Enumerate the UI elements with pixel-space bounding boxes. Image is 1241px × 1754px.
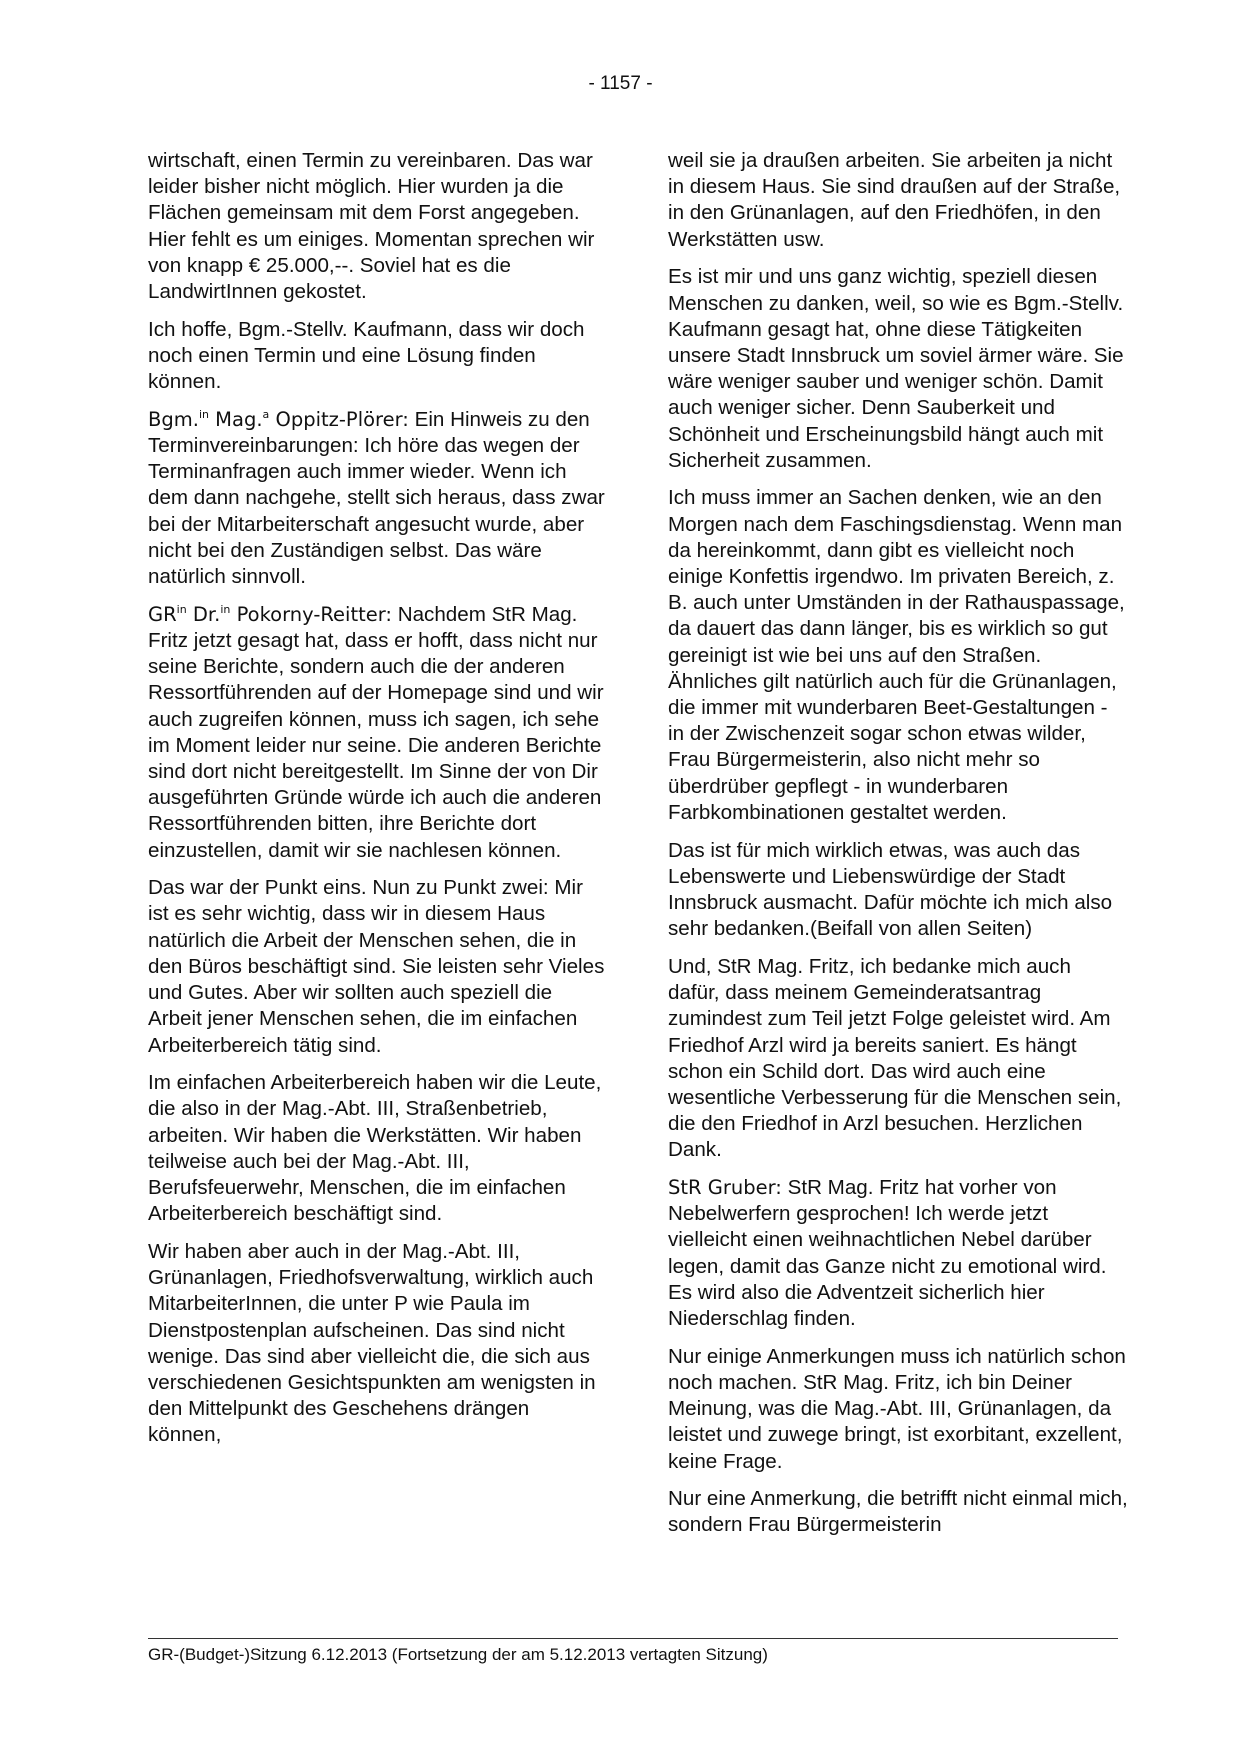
paragraph: Das war der Punkt eins. Nun zu Punkt zwei: Mir ist es sehr wichtig, dass wir in diesem Haus natürlich die Arbeit der Menschen sehen, die in den Büros beschäftigt sind. Sie leisten sehr Vieles und Gutes. Aber wir sollten auch speziell die Arbeit jener Menschen sehen, die im einfachen Arbeiterbereich tätig sind.	[148, 876, 605, 1057]
paragraph: Nur einige Anmerkungen muss ich natürlich schon noch machen. StR Mag. Fritz, ich bin Deiner Meinung, was die Mag.-Abt. III, Grünanlagen, da leistet und zuwege bringt, ist exorbitant, exzellent, keine Frage.	[668, 1344, 1126, 1473]
left-column	[148, 148, 608, 1460]
paragraph: Es ist mir und uns ganz wichtig, speziell diesen Menschen zu danken, weil, so wie es Bgm.-Stellv. Kaufmann gesagt hat, ohne diese Tätigkeiten unsere Stadt Innsbruck um soviel ärmer wäre. Sie wäre weniger sauber und weniger schön. Damit auch weniger sicher. Denn Sauberkeit und Schönheit und Erscheinungsbild hängt auch mit Sicherheit zusammen.	[668, 265, 1124, 472]
speech-paragraph	[148, 407, 608, 590]
speaker-name: Bgm.$^{in}$ Mag.$^a$ Oppitz-Plörer:	[148, 407, 409, 431]
speech-text: StR Mag. Fritz hat vorher von Nebelwerfern gesprochen! Ich werde jetzt vielleicht einen weihnachtlichen Nebel darüber legen, damit das Ganze nicht zu emotional wird. Es wird also die Adventzeit sicherlich hier Niederschlag finden.	[668, 1176, 1107, 1331]
footer-divider	[148, 1638, 1118, 1639]
speaker-name: $GR^{in}$ Dr.$^{in}$ Pokorny-Reitter:	[148, 602, 392, 626]
paragraph: Ich muss immer an Sachen denken, wie an den Morgen nach dem Faschingsdienstag. Wenn man da hereinkommt, dann gibt es vielleicht noch einige Konfettis irgendwo. Im privaten Bereich, z. B. auch unter Umständen in der Rathauspassage, da dauert das dann länger, bis es wirklich so gut gereinigt ist wie bei uns auf den Straßen. Ähnliches gilt natürlich auch für die Grünanlagen, die immer mit wunderbaren Beet-Gestaltungen - in der Zwischenzeit sogar schon etwas wilder, Frau Bürgermeisterin, also nicht mehr so überdrüber gepflegt - in wunderbaren Farbkombinationen gestaltet werden.	[668, 486, 1125, 824]
footer-text: GR-(Budget-)Sitzung 6.12.2013 (Fortsetzung der am 5.12.2013 vertagten Sitzung)	[148, 1645, 768, 1664]
speech-paragraph	[148, 602, 608, 864]
paragraph: Das ist für mich wirklich etwas, was auch das Lebenswerte und Liebenswürdige der Stadt Innsbruck ausmacht. Dafür möchte ich mich also sehr bedanken.(Beifall von allen Seiten)	[668, 838, 1113, 941]
speech-text: Ein Hinweis zu den Terminvereinbarungen: Ich höre das wegen der Terminanfragen auch immer wieder. Wenn ich dem dann nachgehe, stellt sich heraus, dass zwar bei der Mitarbeiterschaft angesucht wurde, aber nicht bei den Zuständigen selbst. Das wäre natürlich sinnvoll.	[148, 407, 605, 589]
paragraph: Und, StR Mag. Fritz, ich bedanke mich auch dafür, dass meinem Gemeinderatsantrag zumindest zum Teil jetzt Folge geleistet wird. Am Friedhof Arzl wird ja bereits saniert. Es hängt schon ein Schild dort. Das wird auch eine wesentliche Verbesserung für die Menschen sein, die den Friedhof in Arzl besuchen. Herzlichen Dank.	[668, 954, 1122, 1162]
speaker-name: StR Gruber:	[668, 1176, 782, 1200]
paragraph: Nur eine Anmerkung, die betrifft nicht einmal mich, sondern Frau Bürgermeisterin	[668, 1487, 1128, 1537]
speech-paragraph	[668, 1175, 1128, 1332]
paragraph: wirtschaft, einen Termin zu vereinbaren. Das war leider bisher nicht möglich. Hier wurden ja die Flächen gemeinsam mit dem Forst angegeben. Hier fehlt es um einiges. Momentan sprechen wir von knapp € 25.000,--. Soviel hat es die LandwirtInnen gekostet.	[148, 149, 595, 304]
paragraph: Im einfachen Arbeiterbereich haben wir die Leute, die also in der Mag.-Abt. III, Straßenbetrieb, arbeiten. Wir haben die Werkstätten. Wir haben teilweise auch bei der Mag.-Abt. III, Berufsfeuerwehr, Menschen, die im einfachen Arbeiterbereich beschäftigt sind.	[148, 1071, 602, 1226]
paragraph: Ich hoffe, Bgm.-Stellv. Kaufmann, dass wir doch noch einen Termin und eine Lösung finden können.	[148, 317, 585, 394]
paragraph: weil sie ja draußen arbeiten. Sie arbeiten ja nicht in diesem Haus. Sie sind draußen auf der Straße, in den Grünanlagen, auf den Friedhöfen, in den Werkstätten usw.	[668, 149, 1121, 251]
page-number: - 1157 -	[588, 73, 653, 94]
paragraph: Wir haben aber auch in der Mag.-Abt. III, Grünanlagen, Friedhofsverwaltung, wirklich auch MitarbeiterInnen, die unter P wie Paula im Dienstpostenplan aufscheinen. Das sind nicht wenige. Das sind aber vielleicht die, die sich aus verschiedenen Gesichtspunkten am wenigsten in den Mittelpunkt des Geschehens drängen können,	[148, 1239, 596, 1447]
speech-text: Nachdem StR Mag. Fritz jetzt gesagt hat, dass er hofft, dass nicht nur seine Berichte, sondern auch die der anderen Ressortführenden auf der Homepage sind und wir auch zugreifen können, muss ich sagen, ich sehe im Moment leider nur seine. Die anderen Berichte sind dort nicht bereitgestellt. Im Sinne der von Dir ausgeführten Gründe würde ich auch die anderen Ressortführenden bitten, ihre Berichte dort einzustellen, damit wir sie nachlesen können.	[148, 602, 604, 862]
right-column	[668, 148, 1128, 1550]
